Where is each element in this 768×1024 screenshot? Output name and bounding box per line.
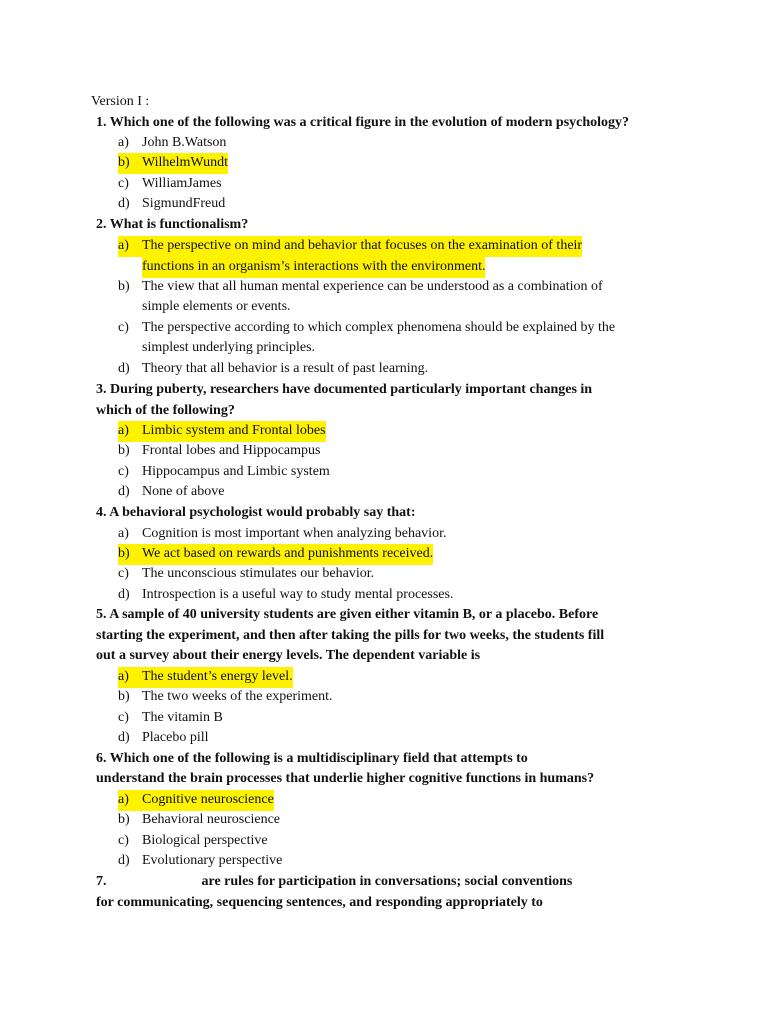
option-6d: d) Evolutionary perspective xyxy=(118,853,283,868)
option-6c: c) Biological perspective xyxy=(118,833,268,848)
option-2b: b) The view that all human mental experience can be understood as a combination of xyxy=(118,279,603,294)
option-2c: c) The perspective according to which complex phenomena should be explained by the xyxy=(118,320,616,335)
question-3-line2: which of the following? xyxy=(96,403,235,418)
option-3c: c) Hippocampus and Limbic system xyxy=(118,464,330,479)
option-2b-continuation: simple elements or events. xyxy=(142,299,291,314)
question-5-line2: starting the experiment, and then after taking the pills for two weeks, the students fill xyxy=(96,628,605,643)
question-text-line1: are rules for participation in conversations; social conventions xyxy=(201,874,573,889)
option-4a: a) Cognition is most important when analyzing behavior. xyxy=(118,526,447,541)
question-1 xyxy=(96,113,676,134)
question-text-line1: Which one of the following is a multidisciplinary field that attempts to xyxy=(109,751,528,766)
option-5a-highlighted: a) The student’s energy level. xyxy=(118,667,293,688)
question-number: 4. xyxy=(96,505,107,520)
question-3 xyxy=(96,380,676,401)
question-number: 2. xyxy=(96,217,107,232)
option-1d: d) SigmundFreud xyxy=(118,196,226,211)
question-number: 5. xyxy=(96,607,107,622)
question-7-line2: for communicating, sequencing sentences, and responding appropriately to xyxy=(96,895,543,910)
option-2a-continuation: functions in an organism’s interactions with the environment. xyxy=(142,257,485,278)
option-5c: c) The vitamin B xyxy=(118,710,223,725)
question-number: 3. xyxy=(96,382,107,397)
question-text: Which one of the following was a critical figure in the evolution of modern psychology? xyxy=(109,115,630,130)
question-6-line2: understand the brain processes that underlie higher cognitive functions in humans? xyxy=(96,771,595,786)
question-text-line1: A sample of 40 university students are given either vitamin B, or a placebo. Before xyxy=(109,607,599,622)
option-3d: d) None of above xyxy=(118,484,225,499)
option-1a: a) John B.Watson xyxy=(118,135,227,150)
question-6 xyxy=(96,749,676,770)
question-5-line3: out a survey about their energy levels. The dependent variable is xyxy=(96,648,481,663)
option-5d: d) Placebo pill xyxy=(118,730,209,745)
option-4c: c) The unconscious stimulates our behavior. xyxy=(118,566,375,581)
option-2c-continuation: simplest underlying principles. xyxy=(142,340,316,355)
option-5b: b) The two weeks of the experiment. xyxy=(118,689,333,704)
option-3a-highlighted: a) Limbic system and Frontal lobes xyxy=(118,421,326,442)
option-6a-highlighted: a) Cognitive neuroscience xyxy=(118,790,274,811)
option-1b-highlighted: b) WilhelmWundt xyxy=(118,153,228,174)
version-label: Version I : xyxy=(91,94,150,109)
option-4d: d) Introspection is a useful way to study mental processes. xyxy=(118,587,454,602)
question-number: 1. xyxy=(96,115,107,130)
option-2d: d) Theory that all behavior is a result of past learning. xyxy=(118,361,429,376)
option-6b: b) Behavioral neuroscience xyxy=(118,812,280,827)
option-3b: b) Frontal lobes and Hippocampus xyxy=(118,443,321,458)
question-2 xyxy=(96,215,656,236)
question-text: A behavioral psychologist would probably say that: xyxy=(109,505,416,520)
question-number: 6. xyxy=(96,751,107,766)
option-4b-highlighted: b) We act based on rewards and punishments received. xyxy=(118,544,433,565)
question-4 xyxy=(96,503,656,524)
question-number: 7. xyxy=(96,874,107,889)
option-1c: c) WilliamJames xyxy=(118,176,222,191)
option-2a-highlighted: a) The perspective on mind and behavior that focuses on the examination of their xyxy=(118,236,582,257)
question-text-line1: During puberty, researchers have documented particularly important changes in xyxy=(110,382,593,397)
question-text: What is functionalism? xyxy=(109,217,249,232)
question-7 xyxy=(96,872,676,893)
question-5 xyxy=(96,605,676,626)
